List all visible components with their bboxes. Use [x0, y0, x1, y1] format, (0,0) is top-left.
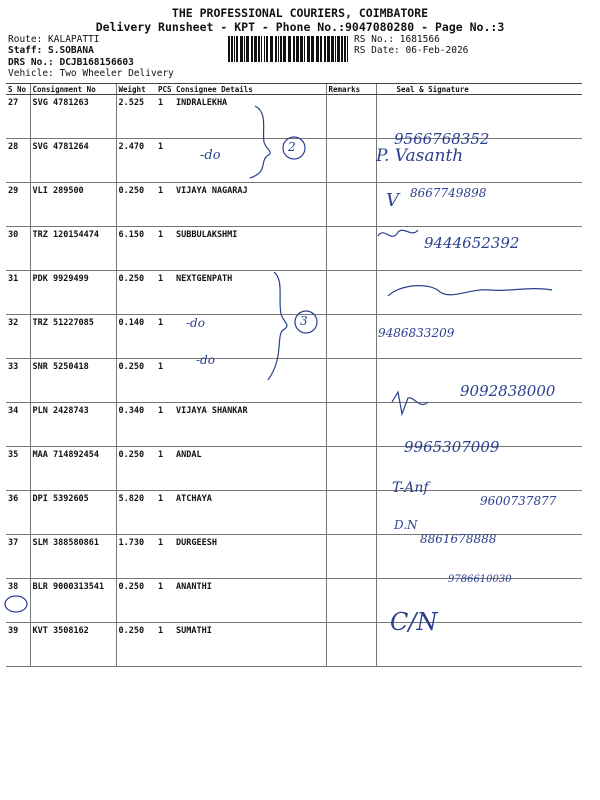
col-remarks: Remarks — [326, 84, 376, 95]
signature-32-phone: 9486833209 — [378, 326, 455, 340]
col-pcs: PCS — [156, 84, 174, 95]
cell-pcs: 1 — [156, 579, 174, 623]
rs-date: RS Date: 06-Feb-2026 — [354, 45, 469, 56]
cell-consignee: SUMATHI — [174, 623, 326, 667]
group-number-1: 2 — [288, 140, 296, 154]
bracket-1-icon — [250, 106, 270, 178]
signature-38-phone: 9786610030 — [448, 574, 512, 585]
cell-sno: 32 — [6, 315, 30, 359]
cell-consignment: SNR 5250418 — [30, 359, 116, 403]
cell-consignment: SVG 4781263 — [30, 95, 116, 139]
signature-28-name: P. Vasanth — [376, 146, 464, 166]
signature-scribble-31-icon — [388, 286, 552, 296]
cell-consignee: NEXTGENPATH — [174, 271, 326, 315]
cell-sno: 30 — [6, 227, 30, 271]
route-label: Route: KALAPATTI — [8, 34, 100, 45]
cell-sno: 37 — [6, 535, 30, 579]
cell-sno: 36 — [6, 491, 30, 535]
cell-pcs: 1 — [156, 359, 174, 403]
bracket-2-icon — [268, 272, 287, 380]
cell-sno: 29 — [6, 183, 30, 227]
cell-consignment: DPI 5392605 — [30, 491, 116, 535]
signature-scribble-34-icon — [392, 392, 428, 414]
cell-sno: 38 — [6, 579, 30, 623]
group-number-2: 3 — [300, 314, 308, 328]
cell-pcs: 1 — [156, 139, 174, 183]
vehicle-label: Vehicle: Two Wheeler Delivery — [8, 68, 174, 79]
cell-weight: 2.470 — [116, 139, 156, 183]
drs-label: DRS No.: DCJB168156603 — [8, 57, 134, 68]
cell-consignee: INDRALEKHA — [174, 95, 326, 139]
cell-weight: 0.140 — [116, 315, 156, 359]
cell-pcs: 1 — [156, 183, 174, 227]
signature-28-phone: 9566768352 — [394, 130, 490, 148]
cell-sno: 39 — [6, 623, 30, 667]
signature-scribble-30-icon — [378, 230, 418, 236]
cell-weight: 6.150 — [116, 227, 156, 271]
signature-36-phone: 9600737877 — [480, 494, 557, 508]
ditto-32: -do — [186, 316, 205, 330]
cell-pcs: 1 — [156, 227, 174, 271]
cell-weight: 2.525 — [116, 95, 156, 139]
company-title: THE PROFESSIONAL COURIERS, COIMBATORE — [171, 6, 429, 20]
cell-consignment: SLM 388580861 — [30, 535, 116, 579]
signature-35-phone: 9965307009 — [404, 438, 500, 456]
signature-36-name: T-Anf — [392, 480, 429, 496]
cell-pcs: 1 — [156, 403, 174, 447]
rs-number: RS No.: 1681566 — [354, 34, 440, 45]
signature-37-phone: 8861678888 — [420, 532, 497, 546]
cell-consignment: SVG 4781264 — [30, 139, 116, 183]
cell-consignment: TRZ 120154474 — [30, 227, 116, 271]
signature-34-phone: 9092838000 — [460, 382, 556, 400]
staff-label: Staff: S.SOBANA — [8, 45, 94, 56]
signature-30-phone: 9444652392 — [424, 234, 520, 252]
cell-consignee: VIJAYA NAGARAJ — [174, 183, 326, 227]
signature-29-name: V — [386, 190, 399, 211]
signature-29-phone: 8667749898 — [410, 186, 487, 200]
cell-weight: 5.820 — [116, 491, 156, 535]
ditto-33: -do — [196, 353, 215, 367]
cell-sno: 31 — [6, 271, 30, 315]
cell-consignment: PLN 2428743 — [30, 403, 116, 447]
cell-consignment: MAA 714892454 — [30, 447, 116, 491]
cell-consignment: VLI 289500 — [30, 183, 116, 227]
cell-sno: 34 — [6, 403, 30, 447]
cell-pcs: 1 — [156, 447, 174, 491]
col-sno: S No — [6, 84, 30, 95]
cell-consignee: ANANTHI — [174, 579, 326, 623]
cell-weight: 0.250 — [116, 579, 156, 623]
cell-consignment: PDK 9929499 — [30, 271, 116, 315]
sno-39-circle-icon — [5, 596, 27, 612]
cell-consignee: DURGEESH — [174, 535, 326, 579]
signature-37-name: D.N — [394, 518, 418, 532]
cell-weight: 0.250 — [116, 623, 156, 667]
cell-consignment: TRZ 51227085 — [30, 315, 116, 359]
ditto-28: -do — [200, 148, 221, 163]
cell-weight: 0.340 — [116, 403, 156, 447]
col-consignment: Consignment No — [30, 84, 116, 95]
cell-consignee: VIJAYA SHANKAR — [174, 403, 326, 447]
cell-weight: 1.730 — [116, 535, 156, 579]
runsheet-subtitle: Delivery Runsheet - KPT - Phone No.:9047080280 - Page No.:3 — [95, 20, 505, 34]
cell-pcs: 1 — [156, 95, 174, 139]
cell-sno: 27 — [6, 95, 30, 139]
cell-pcs: 1 — [156, 271, 174, 315]
col-signature: Seal & Signature — [376, 84, 582, 95]
cell-sno: 33 — [6, 359, 30, 403]
cell-pcs: 1 — [156, 315, 174, 359]
cell-weight: 0.250 — [116, 183, 156, 227]
cell-consignee: SUBBULAKSHMI — [174, 227, 326, 271]
cell-consignment: BLR 9000313541 — [30, 579, 116, 623]
cell-weight: 0.250 — [116, 359, 156, 403]
cell-consignee: ANDAL — [174, 447, 326, 491]
cell-sno: 35 — [6, 447, 30, 491]
cell-weight: 0.250 — [116, 271, 156, 315]
cell-pcs: 1 — [156, 535, 174, 579]
col-consignee: Consignee Details — [174, 84, 326, 95]
cell-weight: 0.250 — [116, 447, 156, 491]
cell-sno: 28 — [6, 139, 30, 183]
signature-39-text: C/N — [390, 608, 438, 636]
cell-pcs: 1 — [156, 623, 174, 667]
cell-consignee: ATCHAYA — [174, 491, 326, 535]
cell-pcs: 1 — [156, 491, 174, 535]
cell-consignment: KVT 3508162 — [30, 623, 116, 667]
col-weight: Weight — [116, 84, 156, 95]
